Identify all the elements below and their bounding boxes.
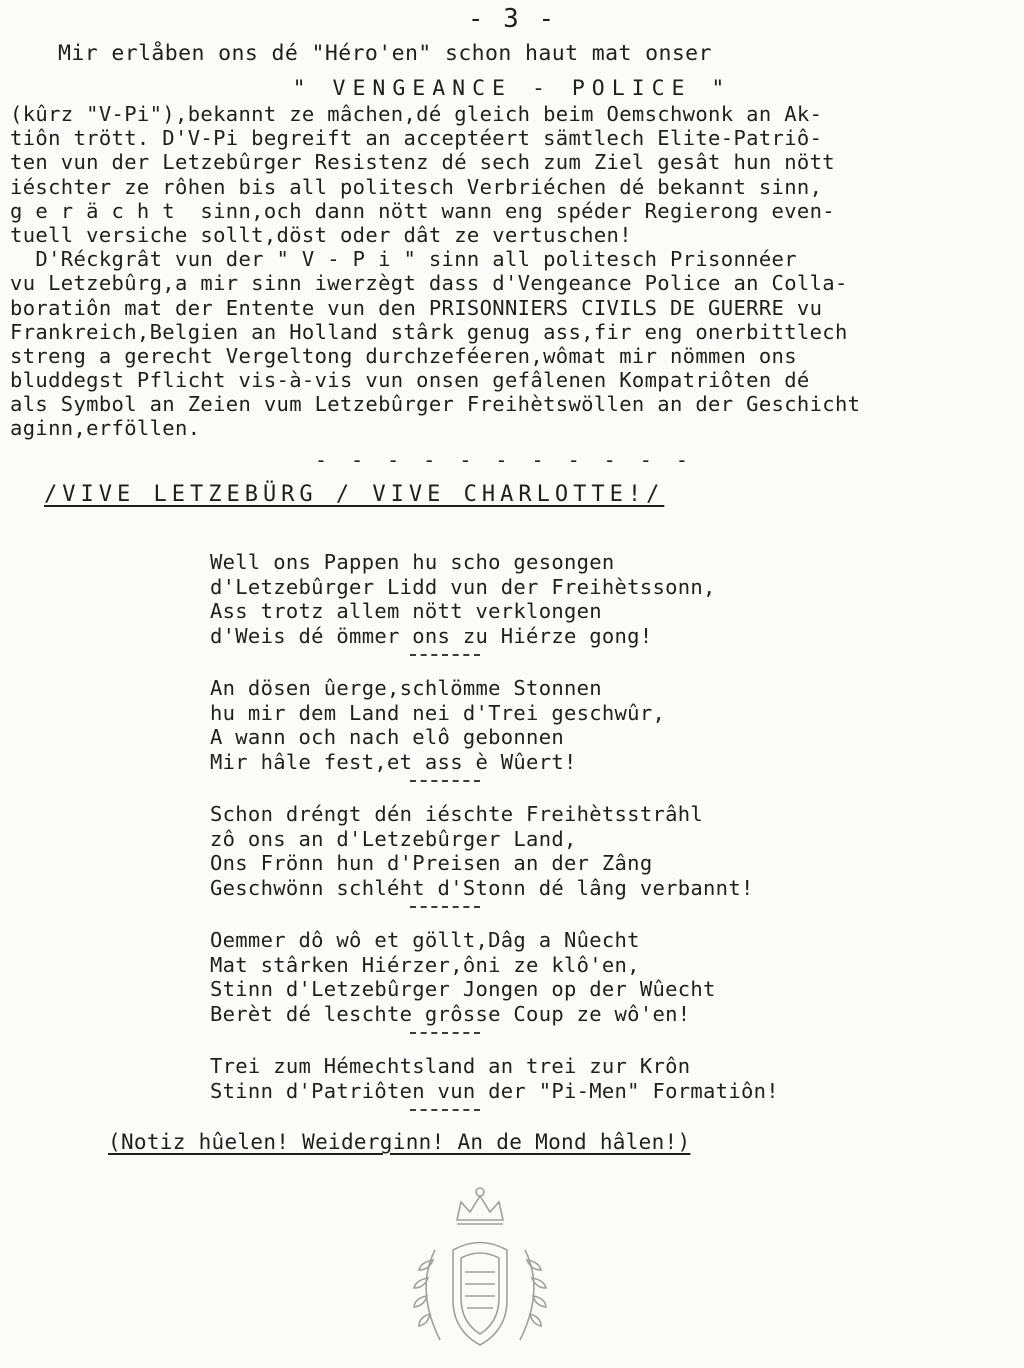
paragraph-1-line-4: iéschter ze rôhen bis all politesch Verbriéchen dé bekannt sinn, <box>10 174 823 199</box>
verse-line: Stinn d'Patriôten vun der "Pi-Men" Formatiôn! <box>210 1078 779 1103</box>
verse-line: Schon dréngt dén iéschte Freihètsstrâhl <box>210 802 704 826</box>
stanza-separator <box>410 1032 480 1046</box>
verse-line: Ons Frönn hun d'Preisen an der Zâng <box>210 851 653 875</box>
paragraph-1-line-6: tuell versiche sollt,döst oder dât ze vertuschen! <box>10 222 632 247</box>
closing-note: (Notiz hûelen! Weiderginn! An de Mond hâlen!) <box>108 1130 691 1154</box>
verse-line: Berèt dé leschte grôsse Coup ze wô'en! <box>210 1001 691 1026</box>
verse-line: Mat stârken Hiérzer,ôni ze klô'en, <box>210 952 640 977</box>
intro-line: Mir erlåben ons dé "Héro'en" schon haut mat onser <box>58 41 712 66</box>
stanza-5 <box>210 1054 1010 1103</box>
verse-line: A wann och nach elô gebonnen <box>210 725 564 749</box>
stanza-3 <box>210 802 1010 900</box>
page-number: - 3 - <box>467 4 557 34</box>
verse-line: Geschwönn schléht d'Stonn dé lâng verbannt! <box>210 875 754 900</box>
song-lyrics <box>210 550 1010 1131</box>
stanza-1 <box>210 550 1010 648</box>
paragraph-2-line-8: aginn,erföllen. <box>10 416 201 441</box>
slogan: /VIVE LETZEBÜRG / VIVE CHARLOTTE!/ <box>44 482 665 507</box>
coat-of-arms-stamp-icon <box>395 1180 565 1368</box>
verse-line: zô ons an d'Letzebûrger Land, <box>210 826 577 851</box>
paragraph-2-line-6: bluddegst Pflicht vis-à-vis vun onsen gefâlenen Kompatriôten dé <box>10 368 810 393</box>
verse-line: d'Weis dé ömmer ons zu Hiérze gong! <box>210 623 653 648</box>
verse-line: d'Letzebûrger Lidd vun der Freihètssonn, <box>210 574 716 599</box>
stanza-separator <box>410 654 480 668</box>
verse-line: Well ons Pappen hu scho gesongen <box>210 550 615 574</box>
paragraph-2-line-5: streng a gerecht Vergeltong durchzeféeren,wômat mir nömmen ons <box>10 343 797 368</box>
verse-line: Trei zum Hémechtsland an trei zur Krôn <box>210 1054 691 1078</box>
paragraph-1-line-2: tiôn trött. D'V-Pi begreift an acceptéert sämtlech Elite-Patriô- <box>10 126 823 151</box>
main-text <box>10 102 1015 441</box>
verse-line: An dösen ûerge,schlömme Stonnen <box>210 676 602 700</box>
title: " VENGEANCE - POLICE " <box>292 76 732 101</box>
paragraph-1-line-5: g e r ä c h t sinn,och dann nött wann eng spéder Regierong even- <box>10 198 835 223</box>
verse-line: Oemmer dô wô et göllt,Dâg a Nûecht <box>210 928 640 952</box>
paragraph-2-line-3: boratiôn mat der Entente vun den PRISONNIERS CIVILS DE GUERRE vu <box>10 295 823 320</box>
stanza-separator <box>410 906 480 920</box>
stanza-separator <box>410 1109 480 1123</box>
paragraph-2-line-1: D'Réckgrât vun der " V - P i " sinn all politesch Prisonnéer <box>10 247 797 272</box>
paragraph-2-line-7: als Symbol an Zeien vum Letzebûrger Freihètswöllen an der Geschicht <box>10 392 861 417</box>
paragraph-1-line-3: ten vun der Letzebûrger Resistenz dé sech zum Ziel gesât hun nött <box>10 150 835 175</box>
section-divider: - - - - - - - - - - - <box>315 448 694 472</box>
paragraph-2-line-2: vu Letzebûrg,a mir sinn iwerzègt dass d'Vengeance Police an Colla- <box>10 271 848 296</box>
verse-line: Ass trotz allem nött verklongen <box>210 599 602 623</box>
paragraph-1-line-1: (kûrz "V-Pi"),bekannt ze mâchen,dé gleich beim Oemschwonk an Ak- <box>10 102 823 126</box>
stanza-separator <box>410 780 480 794</box>
verse-line: hu mir dem Land nei d'Trei geschwûr, <box>210 700 666 725</box>
paragraph-2-line-4: Frankreich,Belgien an Holland stârk genug ass,fir eng onerbittlech <box>10 319 848 344</box>
stanza-4 <box>210 928 1010 1026</box>
stanza-2 <box>210 676 1010 774</box>
verse-line: Stinn d'Letzebûrger Jongen op der Wûecht <box>210 977 716 1001</box>
verse-line: Mir hâle fest,et ass è Wûert! <box>210 749 577 774</box>
